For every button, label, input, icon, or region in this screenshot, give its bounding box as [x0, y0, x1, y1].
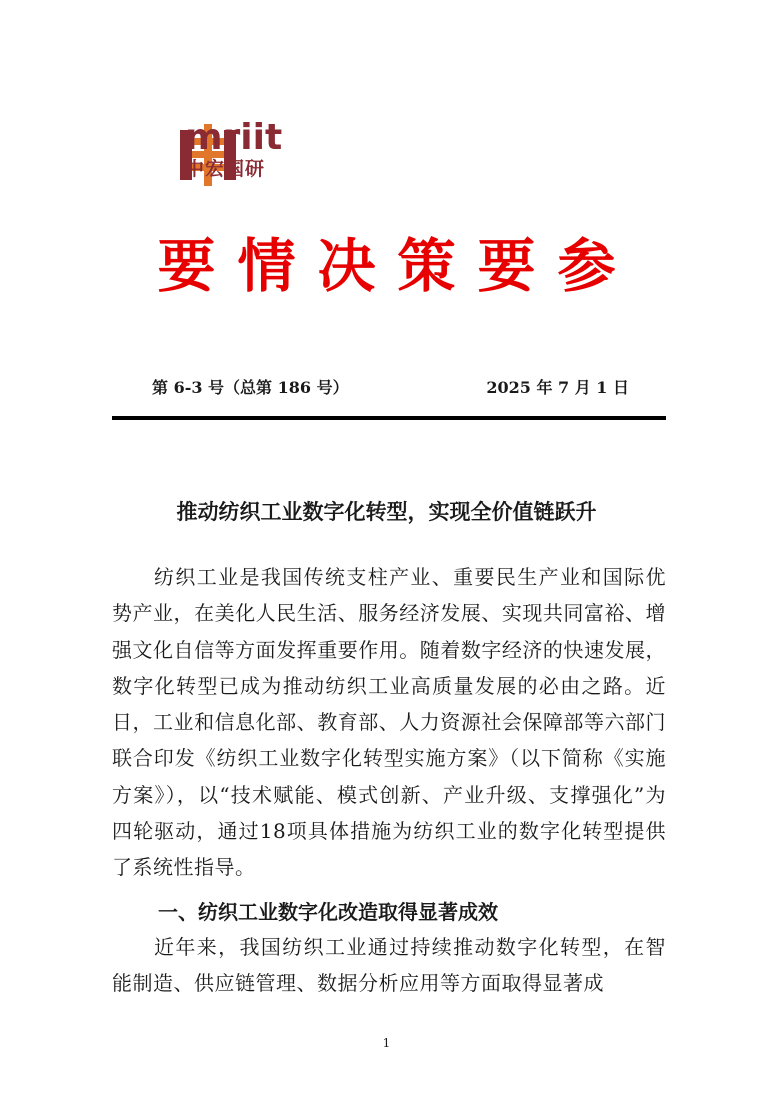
section-heading: 一、纺织工业数字化改造取得显著成效	[158, 900, 498, 924]
masthead-title: 要情决策要参	[157, 232, 638, 300]
header-divider	[112, 416, 666, 420]
paragraph-section1: 近年来，我国纺织工业通过持续推动数字化转型，在智能制造、供应链管理、数据分析应用等方面取得显著成	[112, 935, 666, 996]
issue-date: 2025 年 7 月 1 日	[486, 378, 629, 397]
logo-wordmark: mriit	[185, 117, 283, 158]
page-number: 1	[382, 1036, 391, 1050]
article-title: 推动纺织工业数字化转型，实现全价值链跃升	[176, 499, 597, 524]
logo-chinese-name: 中宏国研	[185, 158, 266, 180]
issue-number: 第 6-3 号（总第 186 号）	[152, 378, 349, 397]
paragraph-intro: 纺织工业是我国传统支柱产业、重要民生产业和国际优势产业，在美化人民生活、服务经济发展、实现共同富裕、增强文化自信等方面发挥重要作用。随着数字经济的快速发展，数字化转型已成为推动纺织工业高质量发展的必由之路。近日，工业和信息化部、教育部、人力资源社会保障部等六部门联合印发《纺织工业数字化转型实施方案》（以下简称《实施方案》），以“技术赋能、模式创新、产业升级、支撑强化”为四轮驱动，通过18项具体措施为纺织工业的数字化转型提供了系统性指导。	[112, 565, 666, 880]
